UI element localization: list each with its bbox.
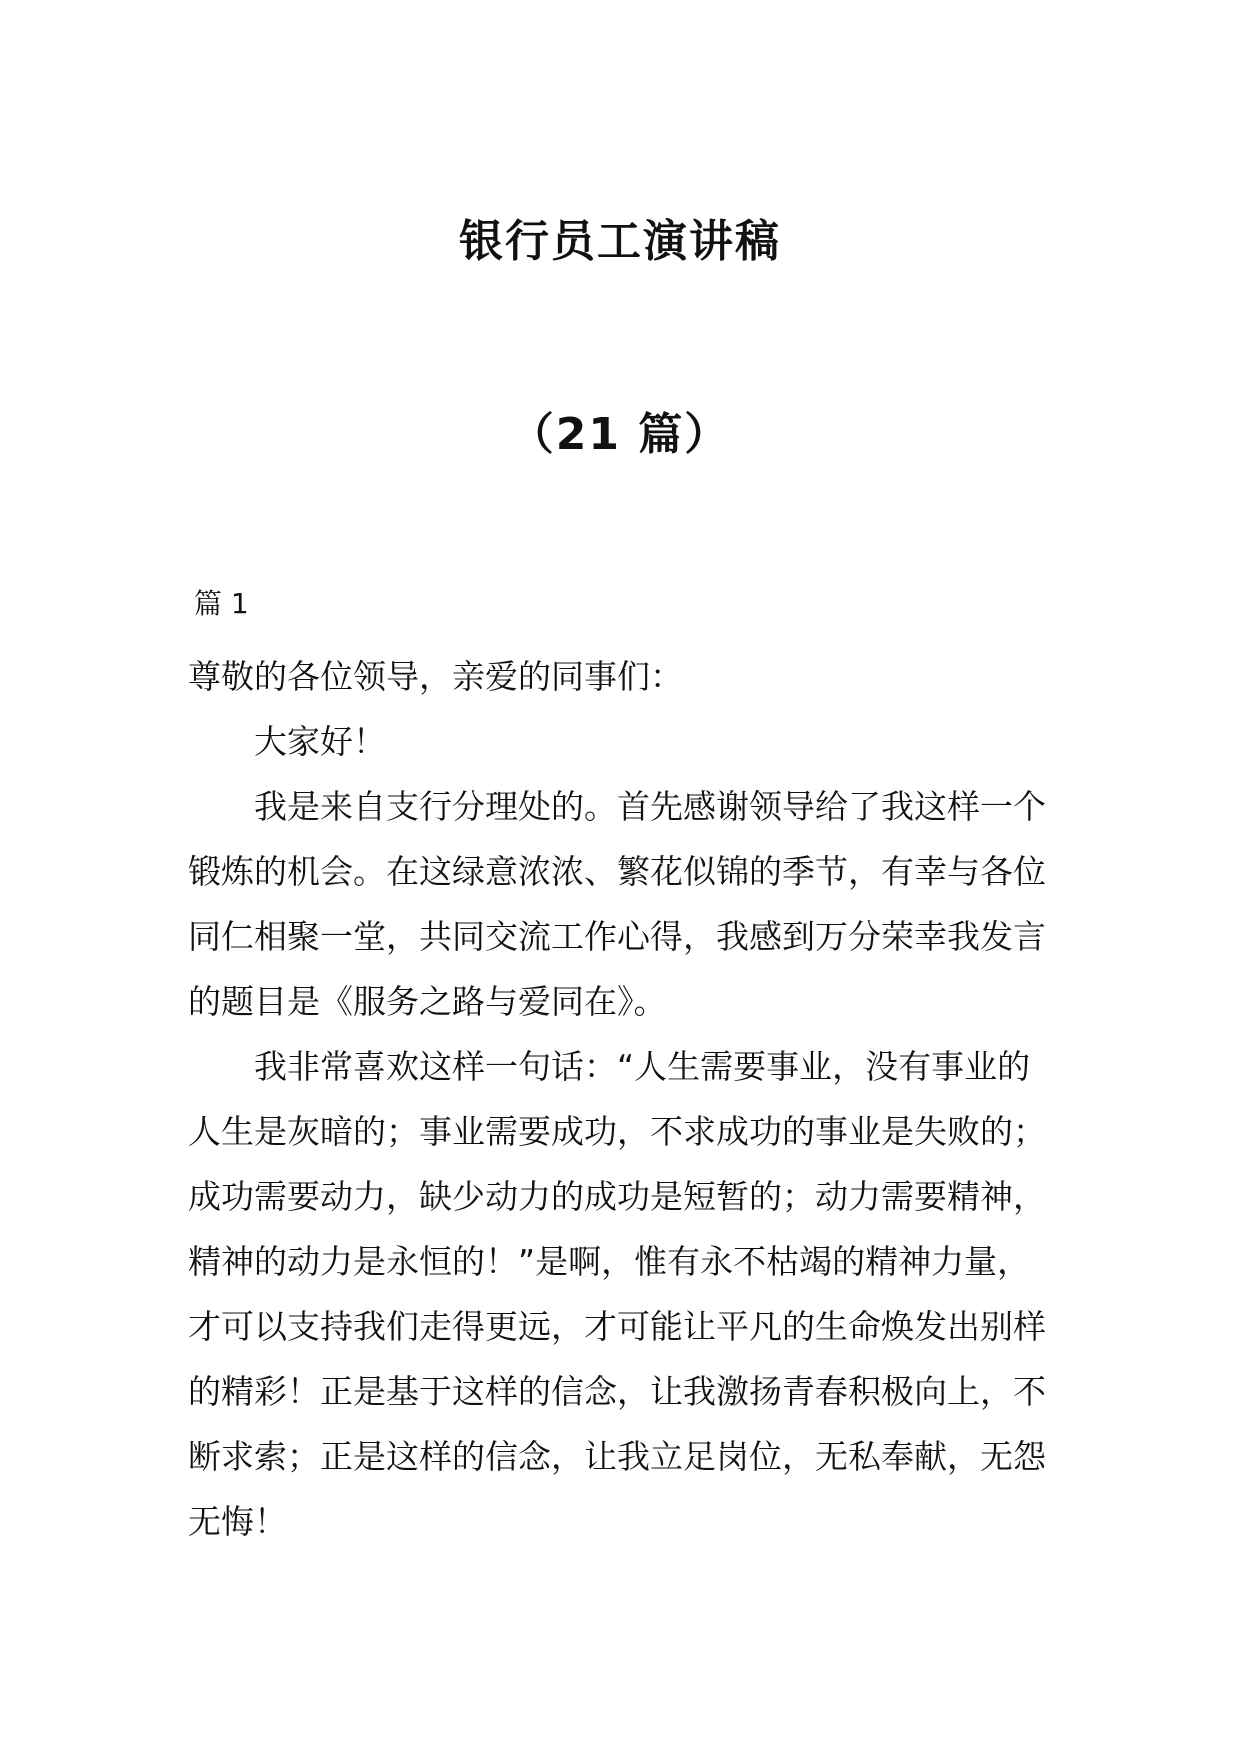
document-body [188, 584, 1053, 1554]
document-subtitle: （21 篇） [509, 409, 731, 460]
salutation: 尊敬的各位领导，亲爱的同事们： [188, 657, 683, 696]
greeting: 大家好！ [254, 722, 386, 761]
paragraph-2: 我非常喜欢这样一句话：“人生需要事业，没有事业的人生是灰暗的；事业需要成功，不求成功的事业是失败的；成功需要动力，缺少动力的成功是短暂的；动力需要精神，精神的动力是永恒的！”是啊，惟有永不枯竭的精神力量，才可以支持我们走得更远，才可能让平凡的生命焕发出别样的精彩！正是基于这样的信念，让我激扬青春积极向上，不断求索；正是这样的信念，让我立足岗位，无私奉献，无怨无悔！ [188, 1047, 1046, 1541]
document-title: 银行员工演讲稿 [459, 216, 781, 267]
paragraph-1: 我是来自支行分理处的。首先感谢领导给了我这样一个锻炼的机会。在这绿意浓浓、繁花似锦的季节，有幸与各位同仁相聚一堂，共同交流工作心得，我感到万分荣幸我发言的题目是《服务之路与爱同在》。 [188, 787, 1046, 1021]
section-label: 篇 1 [194, 587, 249, 620]
